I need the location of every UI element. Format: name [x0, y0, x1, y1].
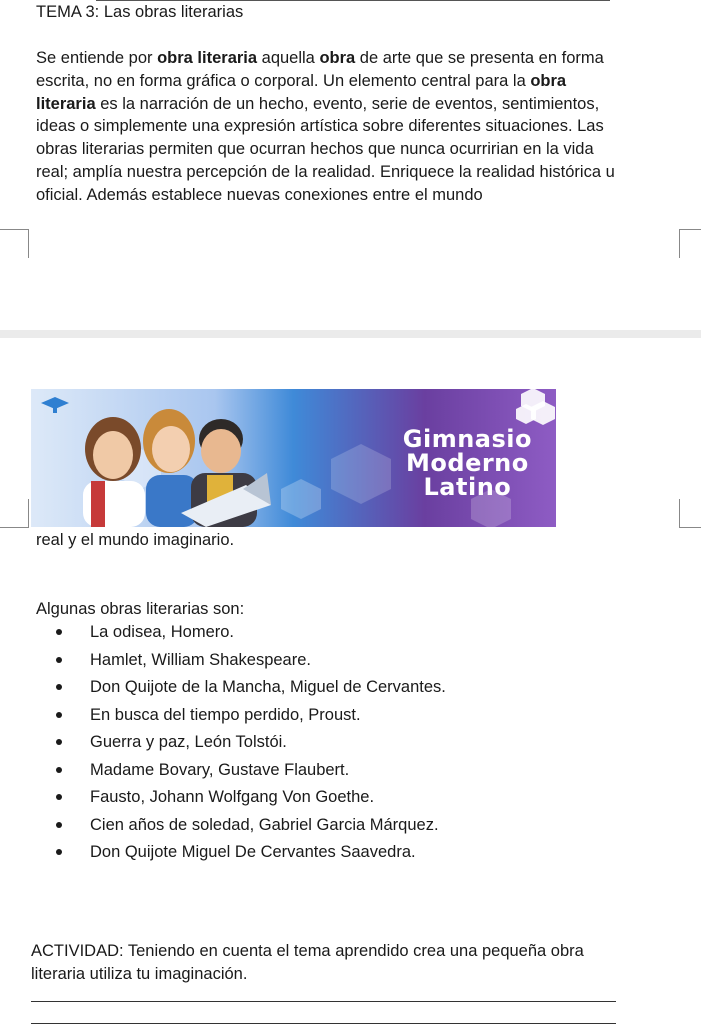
paragraph-continuation: real y el mundo imaginario.: [36, 531, 235, 549]
bold-term: obra literaria: [36, 71, 567, 113]
bullet-icon: [56, 712, 62, 718]
answer-line[interactable]: [31, 1001, 616, 1002]
list-item: [56, 787, 446, 815]
list-item-text: Guerra y paz, León Tolstói.: [90, 733, 287, 751]
list-item-text: Cien años de soledad, Gabriel Garcia Márquez.: [90, 815, 439, 834]
list-item-text: La odisea, Homero.: [90, 623, 234, 641]
activity-prompt: ACTIVIDAD: Teniendo en cuenta el tema aprendido crea una pequeña obra literaria utiliza tu imaginación.: [31, 942, 584, 983]
list-item-text: Fausto, Johann Wolfgang Von Goethe.: [90, 788, 375, 806]
paragraph-text: aquella: [257, 49, 320, 67]
bullet-icon: [56, 739, 62, 745]
paragraph-text: es la narración de un hecho, evento, serie de eventos, sentimientos, ideas o simplemente una expresión artística sobre diferentes situaciones. Las obras literarias permiten que ocurran hechos que nunca ocurririan en la vida real; amplía nuestra percepción de la realidad. Enriquece la realidad histórica u oficial. Además establece nuevas conexiones entre el mundo: [36, 94, 615, 204]
list-item: [56, 760, 446, 788]
bold-term: obra literaria: [157, 49, 258, 67]
list-item-text: Don Quijote Miguel De Cervantes Saavedra.: [90, 843, 416, 861]
list-item: [56, 650, 446, 678]
works-list: [56, 622, 446, 870]
list-item: [56, 815, 446, 843]
list-item-text: En busca del tiempo perdido, Proust.: [90, 705, 361, 724]
list-intro: Algunas obras literarias son:: [36, 600, 245, 618]
bullet-icon: [56, 767, 62, 773]
school-banner-image: [31, 389, 556, 527]
list-item: [56, 677, 446, 705]
list-item: [56, 732, 446, 760]
bullet-icon: [56, 849, 62, 855]
list-item: [56, 842, 446, 870]
crop-mark-bottom-right: [679, 499, 701, 528]
bullet-icon: [56, 629, 62, 635]
list-item-text: Hamlet, William Shakespeare.: [90, 650, 311, 669]
banner-title: [403, 427, 532, 499]
bullet-icon: [56, 684, 62, 690]
banner-line-1: Gimnasio: [402, 425, 532, 453]
list-item: [56, 622, 446, 650]
list-item: [56, 705, 446, 733]
list-item-text: Don Quijote de la Mancha, Miguel de Cervantes.: [90, 678, 446, 696]
bullet-icon: [56, 657, 62, 663]
paragraph-text: Se entiende por: [36, 49, 158, 67]
page-break-divider: [0, 330, 701, 338]
paragraph-text: de arte que se presenta en forma escrita, no en forma gráfica o corporal. Un elemento central para la: [36, 49, 604, 90]
crop-mark-top-right: [679, 229, 701, 258]
top-rule: [96, 0, 610, 1]
banner-line-2: Moderno: [406, 449, 529, 477]
page-title: TEMA 3: Las obras literarias: [36, 3, 244, 21]
list-item-text: Madame Bovary, Gustave Flaubert.: [90, 760, 350, 779]
banner-line-3: Latino: [423, 473, 512, 501]
bold-term: obra: [319, 49, 356, 67]
bullet-icon: [56, 794, 62, 800]
intro-paragraph: [36, 47, 626, 207]
crop-mark-bottom-left: [0, 499, 29, 528]
bullet-icon: [56, 822, 62, 828]
answer-line[interactable]: [31, 1023, 616, 1024]
crop-mark-top-left: [0, 229, 29, 258]
